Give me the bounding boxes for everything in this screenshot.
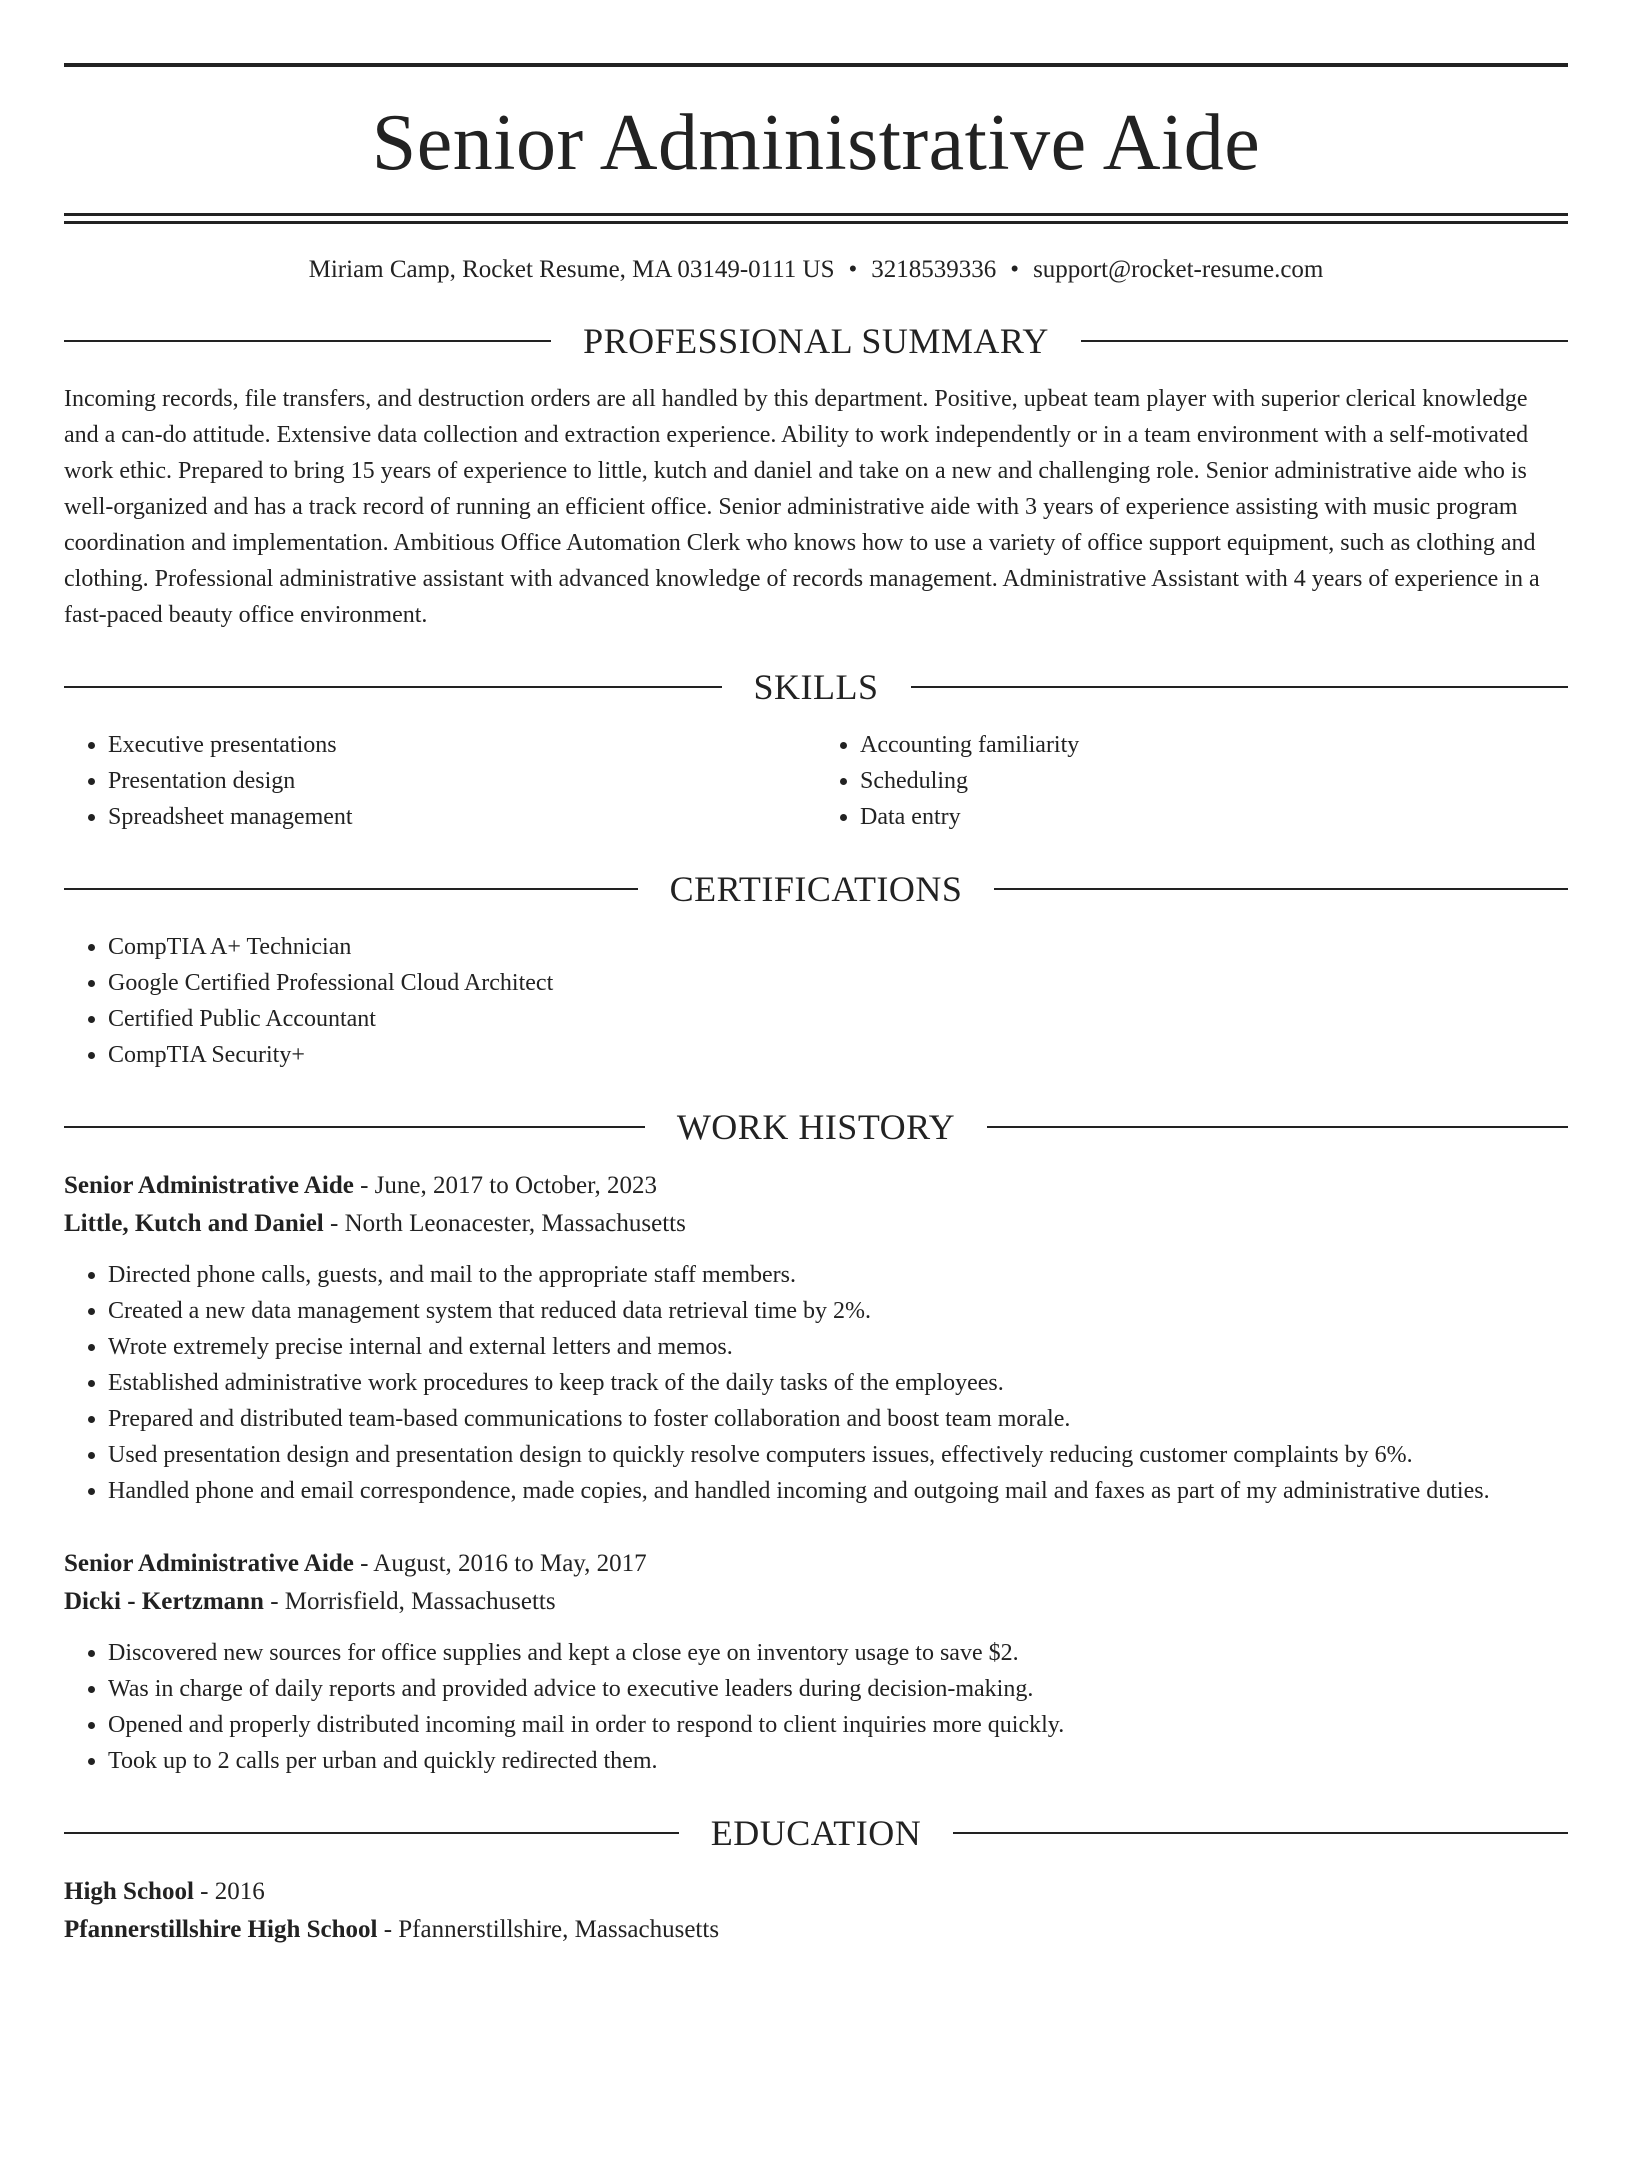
title-double-rule (64, 213, 1568, 224)
job-title: Senior Administrative Aide (64, 1171, 354, 1199)
job-entry (64, 1545, 1568, 1779)
certification-item: • CompTIA Security+ (108, 1037, 1568, 1073)
resume-title: Senior Administrative Aide (371, 99, 1261, 187)
contact-phone: 3218539336 (871, 256, 997, 283)
certification-item: • CompTIA A+ Technician (108, 929, 1568, 965)
job-duty-item: • Discovered new sources for office supplies and kept a close eye on inventory usage to save $2. (108, 1635, 1568, 1671)
job-entry (64, 1167, 1568, 1509)
job-company-line: Dicki - Kertzmann - Morrisfield, Massachusetts (64, 1587, 556, 1615)
job-location: Morrisfield, Massachusetts (284, 1587, 556, 1615)
section-header-work-history (64, 1106, 1568, 1147)
job-duties-list (64, 1257, 1568, 1509)
skills-list (64, 727, 1568, 835)
job-duty-item: • Directed phone calls, guests, and mail to the appropriate staff members. (108, 1257, 1568, 1293)
job-dates: June, 2017 to October, 2023 (374, 1171, 657, 1199)
resume-page (0, 63, 1632, 2175)
contact-email: support@rocket-resume.com (1033, 256, 1324, 283)
education-year: 2016 (214, 1877, 265, 1905)
section-header-skills (64, 666, 1568, 707)
certification-item: • Certified Public Accountant (108, 1001, 1568, 1037)
section-title: SKILLS (753, 666, 879, 707)
section-rule (64, 1126, 645, 1128)
skills-column-left (64, 727, 816, 835)
section-rule (64, 340, 551, 342)
skills-column-right (816, 727, 1568, 835)
job-location: North Leonacester, Massachusetts (344, 1209, 686, 1237)
certification-item: • Google Certified Professional Cloud Architect (108, 965, 1568, 1001)
skill-item: • Presentation design (108, 763, 816, 799)
section-header-education (64, 1812, 1568, 1853)
certifications-list (64, 929, 1568, 1073)
section-rule (1081, 340, 1568, 342)
education-school-line: Pfannerstillshire High School - Pfannerstillshire, Massachusetts (64, 1915, 720, 1943)
job-duty-item: • Created a new data management system that reduced data retrieval time by 2%. (108, 1293, 1568, 1329)
education-location: Pfannerstillshire, Massachusetts (398, 1915, 720, 1943)
skill-item: • Scheduling (860, 763, 1568, 799)
job-company: Little, Kutch and Daniel (64, 1209, 324, 1237)
skill-item: • Executive presentations (108, 727, 816, 763)
contact-address: Miriam Camp, Rocket Resume, MA 03149-0111 US (308, 256, 835, 283)
top-rule (64, 63, 1568, 67)
education-degree-line: High School - 2016 (64, 1877, 265, 1905)
education-school: Pfannerstillshire High School (64, 1915, 378, 1943)
job-duty-item: • Took up to 2 calls per urban and quickly redirected them. (108, 1743, 1568, 1779)
job-title-line: Senior Administrative Aide - August, 2016 to May, 2017 (64, 1549, 647, 1577)
job-company-line: Little, Kutch and Daniel - North Leonacester, Massachusetts (64, 1209, 686, 1237)
section-rule (64, 1832, 679, 1834)
section-rule (987, 1126, 1568, 1128)
job-title: Senior Administrative Aide (64, 1549, 354, 1577)
section-title: EDUCATION (710, 1812, 922, 1853)
contact-separator: • (1010, 256, 1020, 283)
job-title-line: Senior Administrative Aide - June, 2017 to October, 2023 (64, 1171, 657, 1199)
job-duty-item: • Handled phone and email correspondence, made copies, and handled incoming and outgoing mail and faxes as part of my administrative duties. (108, 1473, 1568, 1509)
section-title: CERTIFICATIONS (669, 868, 963, 909)
job-duty-item: • Was in charge of daily reports and provided advice to executive leaders during decision-making. (108, 1671, 1568, 1707)
job-duties-list (64, 1635, 1568, 1779)
contact-separator: • (848, 256, 858, 283)
section-rule (64, 686, 722, 688)
contact-line (64, 254, 1568, 287)
section-header-certifications (64, 868, 1568, 909)
section-rule (911, 686, 1569, 688)
job-duty-item: • Prepared and distributed team-based communications to foster collaboration and boost team morale. (108, 1401, 1568, 1437)
education-degree: High School (64, 1877, 194, 1905)
skill-item: • Accounting familiarity (860, 727, 1568, 763)
job-duty-item: • Wrote extremely precise internal and external letters and memos. (108, 1329, 1568, 1365)
section-rule (953, 1832, 1568, 1834)
summary-text: Incoming records, file transfers, and destruction orders are all handled by this department. Positive, upbeat team player with superior clerical knowledge and a can-do attitude. Extensive data collection and extraction experience. Ability to work independently or in a team environment with a self-motivated work ethic. Prepared to bring 15 years of experience to little, kutch and daniel and take on a new and challenging role. Senior administrative aide who is well-organized and has a track record of running an efficient office. Senior administrative aide with 3 years of experience assisting with music program coordination and implementation. Ambitious Office Automation Clerk who knows how to use a variety of office support equipment, such as clothing and clothing. Professional administrative assistant with advanced knowledge of records management. Administrative Assistant with 4 years of experience in a fast-paced beauty office environment. (64, 385, 1540, 628)
job-dates: August, 2016 to May, 2017 (373, 1549, 647, 1577)
skill-item: • Data entry (860, 799, 1568, 835)
section-header-summary (64, 320, 1568, 361)
section-title: PROFESSIONAL SUMMARY (583, 320, 1049, 361)
job-duty-item: • Established administrative work procedures to keep track of the daily tasks of the employees. (108, 1365, 1568, 1401)
job-duty-item: • Opened and properly distributed incoming mail in order to respond to client inquiries more quickly. (108, 1707, 1568, 1743)
section-title: WORK HISTORY (676, 1106, 956, 1147)
job-duty-item: • Used presentation design and presentation design to quickly resolve computers issues, effectively reducing customer complaints by 6%. (108, 1437, 1568, 1473)
skill-item: • Spreadsheet management (108, 799, 816, 835)
section-rule (994, 888, 1568, 890)
job-company: Dicki - Kertzmann (64, 1587, 264, 1615)
section-rule (64, 888, 638, 890)
